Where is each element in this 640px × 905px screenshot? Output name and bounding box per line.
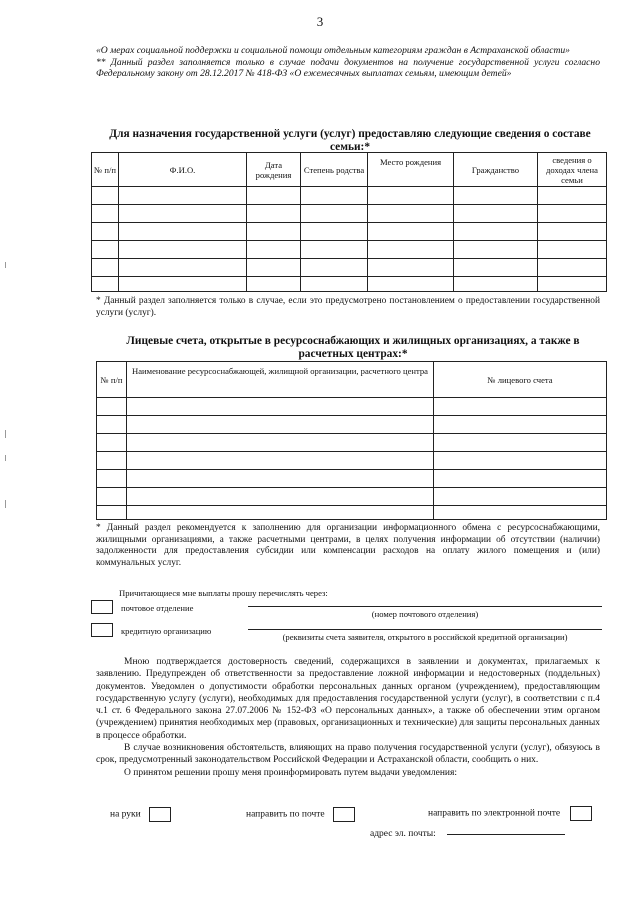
bank-checkbox[interactable] [91, 623, 113, 637]
email-address-row [370, 823, 436, 841]
bank-field[interactable] [248, 628, 602, 630]
table-row[interactable] [97, 398, 607, 416]
scan-mark [5, 500, 6, 508]
confirmation-text [96, 656, 600, 779]
bank-label: кредитную организацию [121, 626, 212, 636]
payment-intro: Причитающиеся мне выплаты прошу перечислять через: [119, 588, 328, 598]
table-row[interactable] [97, 488, 607, 506]
table-row[interactable] [97, 416, 607, 434]
post-office-field[interactable] [248, 605, 602, 607]
scan-mark [5, 455, 6, 461]
table-row[interactable] [92, 205, 607, 223]
col-relation: Степень родства [301, 153, 368, 187]
table-row[interactable] [92, 187, 607, 205]
col-organization: Наименование ресурсоснабжающей, жилищной организации, расчетного центра [127, 362, 434, 398]
notify-hand-label: на руки [110, 809, 141, 820]
bank-caption: (реквизиты счета заявителя, открытого в российской кредитной организации) [282, 632, 568, 642]
table-row[interactable] [97, 452, 607, 470]
bank-option[interactable] [91, 621, 211, 639]
col-fio: Ф.И.О. [119, 153, 247, 187]
notify-email-checkbox[interactable] [570, 806, 592, 821]
family-table [91, 152, 607, 292]
col-account-number: № лицевого счета [434, 362, 607, 398]
table-row[interactable] [92, 259, 607, 277]
family-header-row [92, 153, 607, 187]
post-office-label: почтовое отделение [121, 603, 194, 613]
scan-mark [5, 262, 6, 268]
table-row[interactable] [92, 223, 607, 241]
table-row[interactable] [97, 470, 607, 488]
accounts-header-row [97, 362, 607, 398]
notify-intro: О принятом решении прошу меня проинформировать путем выдачи уведомления: [124, 767, 458, 778]
notify-hand-checkbox[interactable] [149, 807, 171, 822]
notify-hand-option[interactable] [110, 807, 171, 822]
email-address-label: адрес эл. почты: [370, 829, 436, 839]
notify-post-checkbox[interactable] [333, 807, 355, 822]
family-note: * Данный раздел заполняется только в случае, если это предусмотрено постановлением о предоставлении государственной услуги (услуг). [96, 296, 600, 318]
col-birthplace: Место рождения [368, 153, 454, 187]
col-number: № п/п [97, 362, 127, 398]
col-income: сведения о доходах члена семьи [538, 153, 607, 187]
post-office-checkbox[interactable] [91, 600, 113, 614]
obligation-paragraph: В случае возникновения обстоятельств, влияющих на право получения государственной услуги (услуг), обязуюсь в срок, предусмотренный законодательством Российской Федерации и Астраханской области, сообщить о них. [96, 743, 600, 766]
notify-post-label: направить по почте [246, 809, 325, 820]
notify-email-label: направить по электронной почте [428, 808, 561, 819]
email-address-field[interactable] [447, 833, 565, 835]
post-office-option[interactable] [91, 598, 193, 616]
col-birth-date: Дата рождения [247, 153, 301, 187]
accounts-heading: Лицевые счета, открытые в ресурсоснабжающих и жилищных организациях, а также в расчетных центрах:* [126, 335, 580, 360]
col-citizenship: Гражданство [454, 153, 538, 187]
notify-post-option[interactable] [246, 807, 355, 822]
footnote-2: ** Данный раздел заполняется только в случае подачи документов на получение государственной услуги согласно Федеральному закону от 28.12.2017 № 418-ФЗ «О ежемесячных выплатах семьям, имеющим детей» [96, 56, 600, 80]
accounts-table [96, 361, 607, 520]
confirmation-paragraph: Мною подтверждается достоверность сведений, содержащихся в заявлении и документах, прилагаемых к заявлению. Предупрежден об ответственности за предоставление ложной информации и недостоверных (поддельных) документов. Уведомлен о допустимости обработки персональных данных органом (учреждением), предоставляющим государственную услугу (услуги), необходимых для предоставления государственной услуги (услуг), в соответствии с п.4 ч.1 ст. 6 Федерального закона 27.07.2006 № 152-ФЗ «О персональных данных», а также об обеспечении этим органом (учреждением) принятия необходимых мер (правовых, организационных и технические) для защиты персональных данных в процессе обработки. [96, 657, 600, 741]
table-row[interactable] [97, 434, 607, 452]
accounts-note: * Данный раздел рекомендуется к заполнению для организации информационного обмена с ресурсоснабжающими, жилищными организациями, а также расчетными центрами, в целях получения информации об отсутствии (наличии) задолженности для предоставления субсидии или компенсации расходов на оплату жилого помещения и (или) коммунальных услуг. [96, 523, 600, 568]
post-office-caption: (номер почтового отделения) [371, 609, 479, 619]
page-number: 3 [316, 14, 324, 29]
col-number: № п/п [92, 153, 119, 187]
table-row[interactable] [92, 241, 607, 259]
footnotes [96, 45, 600, 80]
notify-email-option[interactable] [428, 806, 592, 821]
scan-mark [5, 430, 6, 438]
table-row[interactable] [92, 277, 607, 292]
table-row[interactable] [97, 506, 607, 520]
footnote-1: «О мерах социальной поддержки и социальной помощи отдельным категориям граждан в Астраханской области» [96, 45, 570, 56]
family-heading: Для назначения государственной услуги (услуг) предоставляю следующие сведения о составе семьи:* [109, 128, 591, 153]
